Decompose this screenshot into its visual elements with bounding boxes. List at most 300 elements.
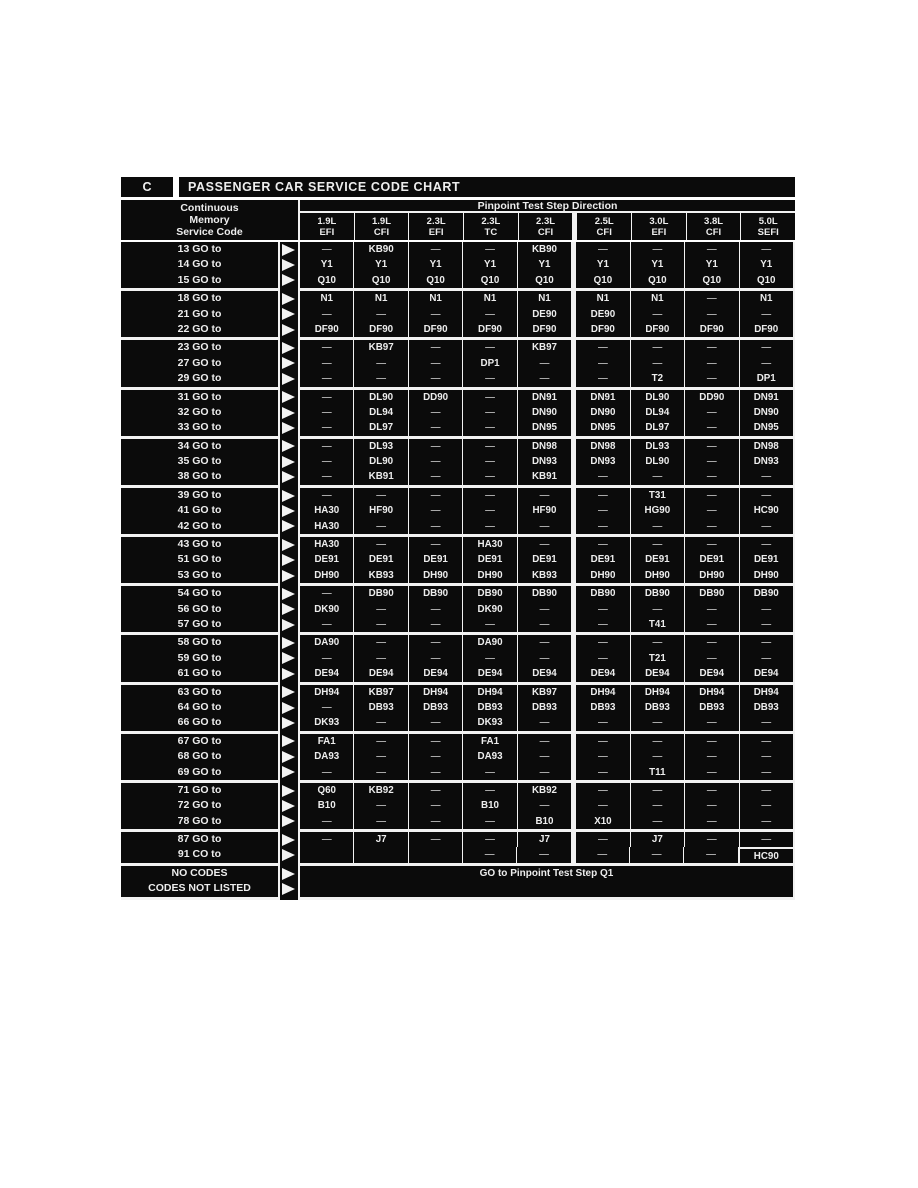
- service-code-cell: —: [630, 715, 684, 730]
- service-code-cell: —: [408, 519, 462, 534]
- service-code-cell: —: [462, 488, 516, 503]
- service-code-cell: DH94: [630, 685, 684, 700]
- arrow-cell: [280, 866, 298, 881]
- service-code-cell: —: [321, 766, 332, 778]
- table-row: [121, 832, 795, 847]
- service-code-cell: —: [684, 832, 738, 847]
- table-row: [121, 685, 795, 700]
- row-label: 61 GO to: [121, 666, 280, 681]
- service-code-cell: —: [630, 798, 684, 813]
- row-group: [121, 291, 795, 337]
- service-code-cell: DH90: [630, 568, 684, 583]
- row-cells: [298, 765, 795, 780]
- row-cells: [298, 798, 795, 813]
- pinpoint-arrow-icon: [282, 603, 295, 615]
- service-code-cell: DN91: [571, 390, 629, 405]
- service-code-cell: DN93: [739, 454, 793, 469]
- service-code-cell: DB90: [630, 586, 684, 601]
- service-code-cell: —: [684, 439, 738, 454]
- service-code-cell: DF90: [630, 322, 684, 337]
- arrow-cell: [280, 257, 298, 272]
- service-code-cell: DB90: [571, 586, 629, 601]
- service-code-cell: —: [739, 651, 793, 666]
- row-cells: [298, 586, 795, 601]
- row-group: [121, 734, 795, 780]
- service-code-cell: —: [462, 454, 516, 469]
- arrow-cell: [280, 519, 298, 534]
- service-code-cell: —: [408, 765, 462, 780]
- service-code-cell: —: [353, 307, 407, 322]
- service-code-cell: —: [408, 635, 462, 650]
- service-code-cell: —: [408, 602, 462, 617]
- service-code-cell: DB90: [462, 586, 516, 601]
- pinpoint-arrow-icon: [282, 868, 295, 880]
- column-header-2.3l-efi: 2.3L EFI: [408, 213, 463, 240]
- service-code-cell: —: [408, 488, 462, 503]
- service-code-cell: DB90: [684, 586, 738, 601]
- service-code-cell: KB93: [517, 568, 571, 583]
- service-code-cell: —: [630, 242, 684, 257]
- pinpoint-arrow-icon: [282, 274, 295, 286]
- service-code-cell: —: [571, 783, 629, 798]
- row-label: 31 GO to: [121, 390, 280, 405]
- service-code-cell: DN98: [517, 439, 571, 454]
- service-code-cell: —: [684, 617, 738, 632]
- service-code-cell: —: [408, 242, 462, 257]
- service-code-cell: —: [462, 519, 516, 534]
- service-code-cell: —: [462, 847, 516, 862]
- service-code-cell: Y1: [408, 257, 462, 272]
- service-code-cell: —: [408, 734, 462, 749]
- service-code-cell: —: [684, 420, 738, 435]
- row-group: [121, 635, 795, 681]
- service-code-cell: DP1: [739, 371, 793, 386]
- service-code-cell: —: [684, 242, 738, 257]
- service-code-cell: —: [462, 340, 516, 355]
- service-code-cell: —: [517, 635, 571, 650]
- service-code-cell: KB97: [353, 685, 407, 700]
- service-code-cell: DB93: [353, 700, 407, 715]
- service-code-cell: —: [739, 765, 793, 780]
- service-code-cell: B10: [462, 798, 516, 813]
- chart-title: PASSENGER CAR SERVICE CODE CHART: [179, 177, 795, 197]
- service-code-cell: KB90: [353, 242, 407, 257]
- service-code-cell: DE90: [517, 307, 571, 322]
- service-code-cell: —: [462, 617, 516, 632]
- pinpoint-arrow-icon: [282, 407, 295, 419]
- row-label: 42 GO to: [121, 519, 280, 534]
- service-code-cell: —: [408, 798, 462, 813]
- service-code-cell: —: [353, 519, 407, 534]
- service-code-cell: —: [739, 469, 793, 484]
- row-cells: [298, 356, 795, 371]
- service-code-cell: —: [630, 749, 684, 764]
- service-code-cell: HA30: [314, 505, 340, 517]
- service-code-cell: —: [353, 798, 407, 813]
- service-code-cell: [353, 847, 407, 862]
- service-code-cell: DH90: [314, 569, 340, 581]
- column-header-3.0l-efi: 3.0L EFI: [631, 213, 686, 240]
- table-row: [121, 405, 795, 420]
- service-code-cell: —: [408, 469, 462, 484]
- service-code-cell: —: [739, 307, 793, 322]
- service-code-cell: —: [571, 371, 629, 386]
- table-row: [121, 700, 795, 715]
- service-code-cell: Q10: [353, 273, 407, 288]
- service-code-cell: DL94: [353, 405, 407, 420]
- service-code-cell: N1: [571, 291, 629, 306]
- row-label: 51 GO to: [121, 552, 280, 567]
- left-header-line-3: Service Code: [176, 226, 243, 238]
- service-code-cell: DF90: [462, 322, 516, 337]
- service-code-cell: DF90: [739, 322, 793, 337]
- service-code-cell: —: [353, 602, 407, 617]
- service-code-cell: —: [462, 405, 516, 420]
- row-label: 72 GO to: [121, 798, 280, 813]
- service-code-cell: —: [630, 734, 684, 749]
- service-code-cell: B10: [317, 800, 336, 812]
- row-label: 21 GO to: [121, 307, 280, 322]
- service-code-cell: DH94: [462, 685, 516, 700]
- table-row: [121, 783, 795, 798]
- table-row: [121, 651, 795, 666]
- service-code-cell: DA93: [314, 751, 340, 763]
- service-code-cell: T21: [630, 651, 684, 666]
- service-code-cell: —: [517, 371, 571, 386]
- service-code-cell: DE94: [739, 666, 793, 681]
- service-code-cell: DE90: [571, 307, 629, 322]
- pinpoint-arrow-icon: [282, 391, 295, 403]
- row-cells: [298, 405, 795, 420]
- left-column-header: [121, 200, 298, 240]
- service-code-cell: —: [321, 406, 332, 418]
- service-code-cell: —: [408, 356, 462, 371]
- left-header-line-1: Continuous: [180, 202, 239, 214]
- table-row: [121, 242, 795, 257]
- row-group: [121, 439, 795, 485]
- service-code-cell: DL90: [630, 390, 684, 405]
- service-code-cell: DB90: [739, 586, 793, 601]
- pinpoint-arrow-icon: [282, 440, 295, 452]
- service-code-cell: —: [353, 814, 407, 829]
- pinpoint-header-area: [298, 200, 795, 240]
- row-cells: [298, 734, 795, 749]
- service-code-cell: DE94: [571, 666, 629, 681]
- service-code-cell: DF90: [314, 323, 339, 335]
- service-code-cell: KB97: [517, 685, 571, 700]
- pinpoint-arrow-icon: [282, 849, 295, 861]
- service-code-cell: DB90: [353, 586, 407, 601]
- service-code-cell: J7: [630, 832, 684, 847]
- row-label: 59 GO to: [121, 651, 280, 666]
- service-code-cell: —: [353, 356, 407, 371]
- service-code-cell: J7: [353, 832, 407, 847]
- pinpoint-arrow-icon: [282, 293, 295, 305]
- service-code-cell: —: [571, 469, 629, 484]
- service-code-cell: HC90: [738, 847, 793, 862]
- table-row: [121, 602, 795, 617]
- row-label: 87 GO to: [121, 832, 280, 847]
- arrow-cell: [280, 651, 298, 666]
- service-code-cell: DF90: [353, 322, 407, 337]
- service-code-cell: —: [462, 651, 516, 666]
- service-code-cell: —: [321, 471, 332, 483]
- service-code-cell: —: [630, 602, 684, 617]
- service-code-cell: KB92: [353, 783, 407, 798]
- service-code-cell: —: [408, 439, 462, 454]
- service-code-cell: —: [517, 519, 571, 534]
- row-group: [121, 390, 795, 436]
- row-label: 15 GO to: [121, 273, 280, 288]
- table-row: [121, 765, 795, 780]
- service-code-cell: DF90: [571, 322, 629, 337]
- service-code-cell: Y1: [684, 257, 738, 272]
- service-code-cell: DL90: [353, 454, 407, 469]
- service-code-cell: DF90: [684, 322, 738, 337]
- service-code-cell: —: [684, 734, 738, 749]
- arrow-cell: [280, 734, 298, 749]
- pinpoint-arrow-icon: [282, 308, 295, 320]
- service-code-cell: —: [684, 715, 738, 730]
- row-group: [121, 586, 795, 632]
- pinpoint-arrow-icon: [282, 570, 295, 582]
- row-label: 27 GO to: [121, 356, 280, 371]
- service-code-cell: —: [684, 783, 738, 798]
- service-code-cell: DE94: [408, 666, 462, 681]
- service-code-cell: —: [517, 488, 571, 503]
- pinpoint-arrow-icon: [282, 324, 295, 336]
- service-code-cell: DA90: [314, 637, 340, 649]
- table-row: [121, 371, 795, 386]
- pinpoint-arrow-icon: [282, 456, 295, 468]
- arrow-cell: [280, 420, 298, 435]
- service-code-cell: —: [571, 340, 629, 355]
- table-row: [121, 666, 795, 681]
- arrow-cell: [280, 814, 298, 829]
- service-code-cell: —: [571, 242, 629, 257]
- service-code-cell: DN98: [571, 439, 629, 454]
- pinpoint-arrow-icon: [282, 883, 295, 895]
- row-label: 43 GO to: [121, 537, 280, 552]
- table-row: [121, 469, 795, 484]
- column-header-5.0l-sefi: 5.0L SEFI: [740, 213, 795, 240]
- service-code-cell: B10: [517, 814, 571, 829]
- pinpoint-arrow-icon: [282, 539, 295, 551]
- row-cells: [298, 519, 795, 534]
- arrow-cell: [280, 700, 298, 715]
- service-code-cell: —: [321, 308, 332, 320]
- service-code-cell: Q10: [571, 273, 629, 288]
- service-code-cell: —: [321, 244, 332, 255]
- service-code-cell: —: [630, 814, 684, 829]
- service-code-cell: HC90: [739, 503, 793, 518]
- service-code-cell: —: [684, 749, 738, 764]
- service-code-cell: —: [517, 798, 571, 813]
- row-label: 57 GO to: [121, 617, 280, 632]
- table-row: [121, 881, 298, 896]
- service-code-cell: KB92: [517, 783, 571, 798]
- service-code-cell: —: [571, 847, 629, 862]
- service-code-cell: —: [684, 765, 738, 780]
- service-code-cell: —: [739, 602, 793, 617]
- service-code-cell: DH94: [684, 685, 738, 700]
- service-code-cell: DK90: [314, 603, 340, 615]
- service-code-cell: —: [408, 617, 462, 632]
- row-cells: [298, 749, 795, 764]
- bottom-border: [121, 897, 795, 900]
- service-code-cell: DA90: [462, 635, 516, 650]
- arrow-cell: [280, 568, 298, 583]
- table-row: [121, 635, 795, 650]
- row-cells: [298, 537, 795, 552]
- footer-labels: [121, 866, 298, 897]
- service-code-cell: —: [739, 814, 793, 829]
- service-code-cell: DL90: [353, 390, 407, 405]
- service-code-cell: DE94: [314, 668, 339, 680]
- pinpoint-arrow-icon: [282, 490, 295, 502]
- pinpoint-arrow-icon: [282, 717, 295, 729]
- column-header-2.3l-tc: 2.3L TC: [463, 213, 518, 240]
- service-code-cell: —: [353, 371, 407, 386]
- service-code-cell: —: [517, 734, 571, 749]
- service-code-cell: —: [517, 749, 571, 764]
- service-code-cell: —: [353, 651, 407, 666]
- service-code-cell: DB90: [517, 586, 571, 601]
- table-row: [121, 568, 795, 583]
- service-code-cell: —: [462, 503, 516, 518]
- row-cells: [298, 832, 795, 847]
- service-code-cell: DN90: [739, 405, 793, 420]
- service-code-cell: —: [571, 651, 629, 666]
- row-cells: [298, 340, 795, 355]
- arrow-cell: [280, 371, 298, 386]
- service-code-cell: —: [321, 834, 332, 846]
- arrow-cell: [280, 488, 298, 503]
- service-code-cell: —: [571, 715, 629, 730]
- pinpoint-arrow-icon: [282, 751, 295, 763]
- service-code-cell: —: [684, 503, 738, 518]
- service-code-cell: —: [630, 783, 684, 798]
- service-code-cell: T31: [630, 488, 684, 503]
- row-group: [121, 537, 795, 583]
- service-code-cell: KB97: [353, 340, 407, 355]
- service-code-cell: —: [321, 357, 332, 369]
- service-code-cell: —: [462, 371, 516, 386]
- service-code-cell: DN98: [739, 439, 793, 454]
- pinpoint-span-header: Pinpoint Test Step Direction: [300, 200, 795, 213]
- row-cells: [298, 307, 795, 322]
- service-code-cell: DH94: [739, 685, 793, 700]
- service-code-cell: DN90: [517, 405, 571, 420]
- pinpoint-arrow-icon: [282, 652, 295, 664]
- service-code-cell: T2: [630, 371, 684, 386]
- service-code-cell: HF90: [517, 503, 571, 518]
- table-row: [121, 798, 795, 813]
- pinpoint-arrow-icon: [282, 785, 295, 797]
- service-code-cell: —: [353, 734, 407, 749]
- row-label: 13 GO to: [121, 242, 280, 257]
- service-code-cell: —: [462, 307, 516, 322]
- service-code-cell: —: [739, 798, 793, 813]
- service-code-cell: —: [408, 749, 462, 764]
- service-code-cell: —: [739, 734, 793, 749]
- row-label: 66 GO to: [121, 715, 280, 730]
- arrow-cell: [280, 715, 298, 730]
- service-code-cell: DL93: [353, 439, 407, 454]
- service-code-cell: —: [408, 307, 462, 322]
- arrow-cell: [280, 798, 298, 813]
- pinpoint-arrow-icon: [282, 373, 295, 385]
- pinpoint-arrow-icon: [282, 357, 295, 369]
- service-code-cell: —: [462, 814, 516, 829]
- row-cells: [298, 420, 795, 435]
- service-code-cell: DE91: [314, 554, 339, 566]
- column-header-2.3l-cfi: 2.3L CFI: [518, 213, 573, 240]
- service-code-cell: DL94: [630, 405, 684, 420]
- service-code-cell: —: [462, 242, 516, 257]
- service-code-cell: DB93: [408, 700, 462, 715]
- service-code-cell: DH90: [408, 568, 462, 583]
- service-code-cell: —: [739, 488, 793, 503]
- service-code-cell: —: [321, 456, 332, 468]
- service-code-cell: —: [739, 832, 793, 847]
- table-row: [121, 519, 795, 534]
- service-code-cell: KB91: [353, 469, 407, 484]
- service-code-cell: DE91: [739, 552, 793, 567]
- row-group: [121, 488, 795, 534]
- arrow-cell: [280, 586, 298, 601]
- service-code-cell: KB90: [517, 242, 571, 257]
- service-code-cell: Q10: [317, 274, 336, 286]
- service-code-cell: —: [629, 847, 683, 862]
- row-label: 67 GO to: [121, 734, 280, 749]
- row-cells: [298, 273, 795, 288]
- service-code-cell: —: [684, 307, 738, 322]
- service-code-cell: —: [321, 440, 332, 452]
- table-row: [121, 866, 298, 881]
- pinpoint-arrow-icon: [282, 554, 295, 566]
- row-label: 54 GO to: [121, 586, 280, 601]
- arrow-cell: [280, 439, 298, 454]
- arrow-cell: [280, 832, 298, 847]
- row-cells: [298, 257, 795, 272]
- arrow-cell: [280, 242, 298, 257]
- service-code-cell: —: [739, 537, 793, 552]
- service-code-cell: —: [321, 422, 332, 434]
- row-label: 56 GO to: [121, 602, 280, 617]
- service-code-cell: N1: [630, 291, 684, 306]
- service-code-cell: —: [353, 765, 407, 780]
- service-code-cell: —: [321, 815, 332, 827]
- service-code-cell: Y1: [353, 257, 407, 272]
- service-code-cell: HG90: [630, 503, 684, 518]
- service-code-cell: N1: [462, 291, 516, 306]
- row-cells: [298, 552, 795, 567]
- service-code-cell: —: [571, 734, 629, 749]
- service-code-cell: —: [739, 242, 793, 257]
- service-code-cell: —: [571, 635, 629, 650]
- service-code-cell: DE91: [630, 552, 684, 567]
- service-code-cell: —: [353, 715, 407, 730]
- arrow-cell: [280, 666, 298, 681]
- service-code-cell: DE94: [353, 666, 407, 681]
- service-code-cell: DE94: [517, 666, 571, 681]
- service-code-cell: —: [684, 519, 738, 534]
- row-label: 41 GO to: [121, 503, 280, 518]
- row-cells: [298, 666, 795, 681]
- row-cells: [298, 242, 795, 257]
- engine-column-headers: [300, 213, 795, 240]
